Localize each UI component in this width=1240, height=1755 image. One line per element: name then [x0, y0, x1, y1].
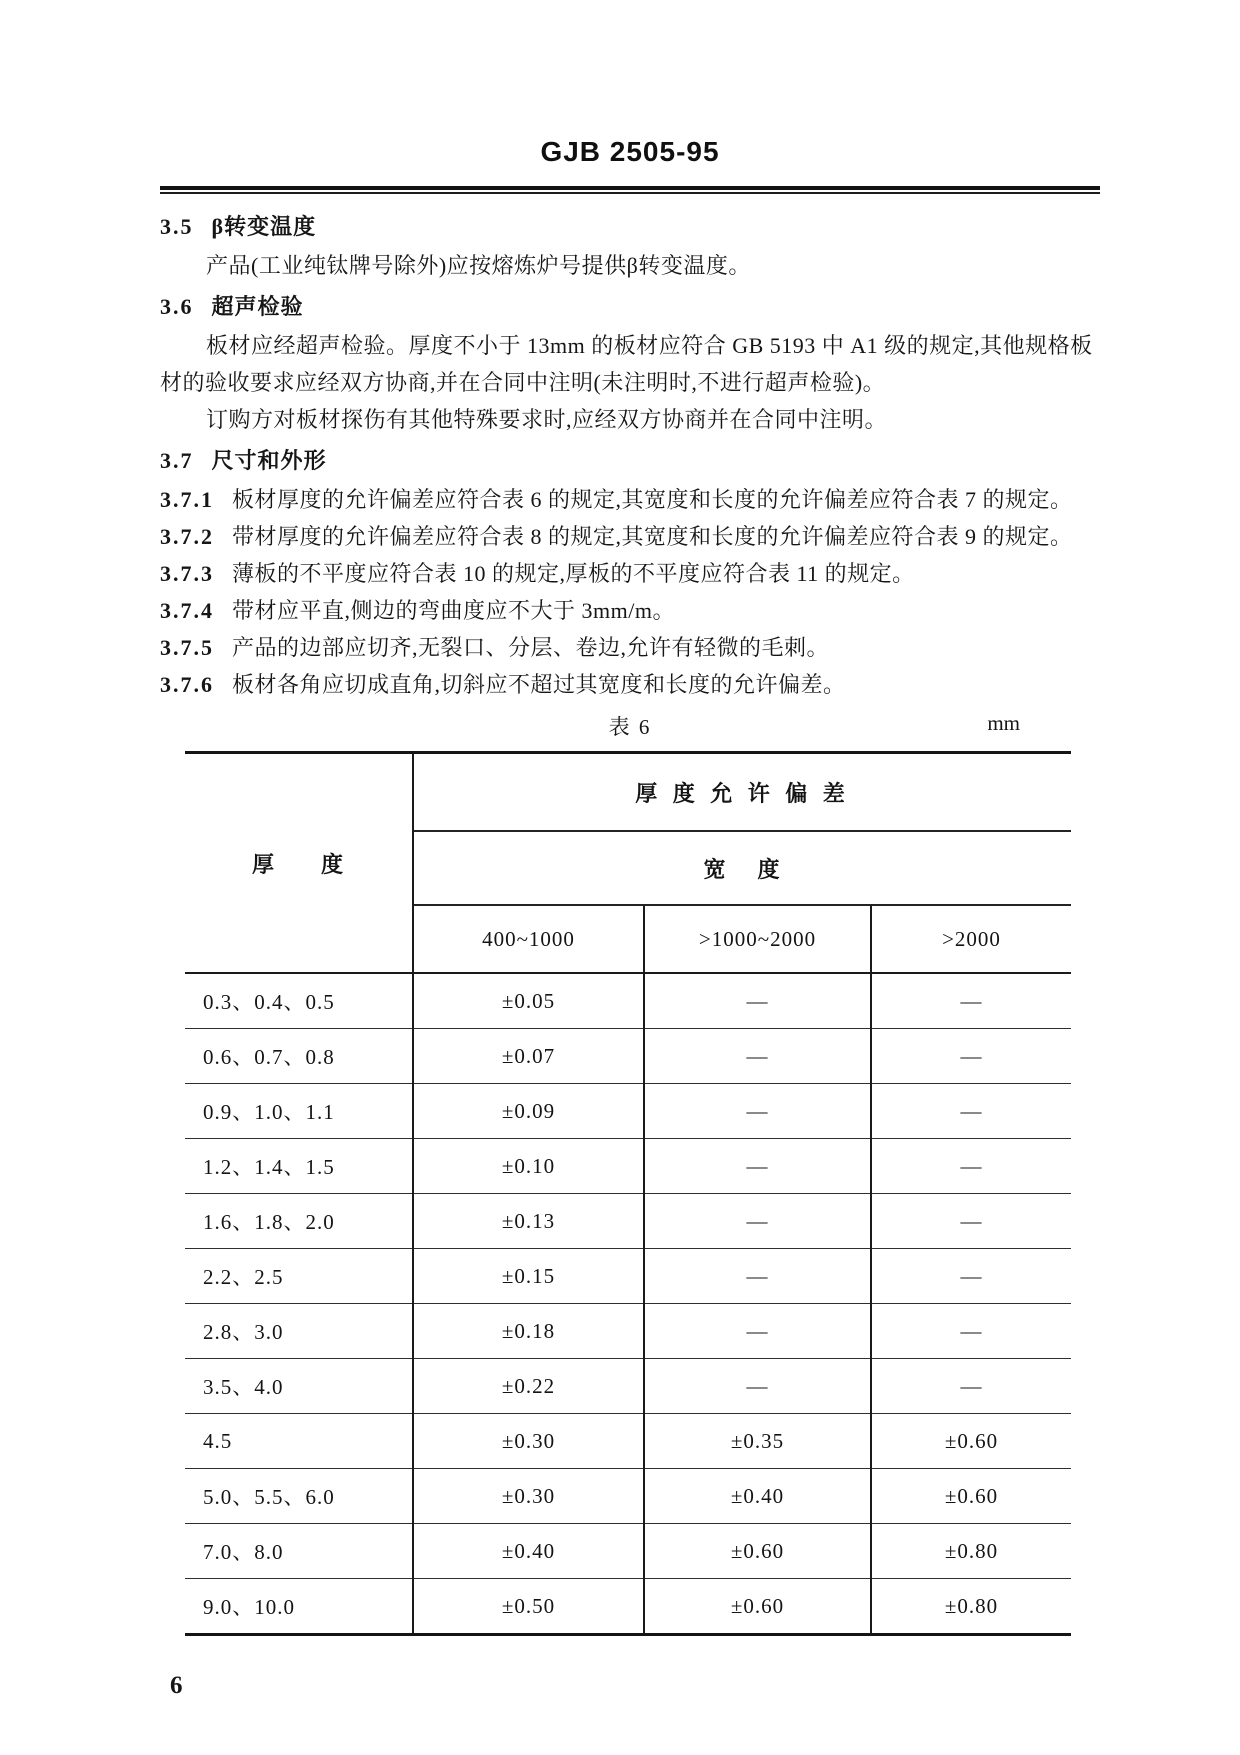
- deviation-cell: ±0.35: [644, 1414, 871, 1469]
- deviation-cell: ±0.80: [871, 1524, 1071, 1579]
- item-number: 3.7.4: [160, 598, 214, 623]
- heading-3-5: [160, 208, 1100, 245]
- item-text: 产品的边部应切齐,无裂口、分层、卷边,允许有轻微的毛刺。: [232, 635, 830, 660]
- deviation-cell: ±0.60: [644, 1524, 871, 1579]
- deviation-cell: —: [644, 1359, 871, 1414]
- item-3-7-2: [160, 518, 1100, 555]
- table-row: [185, 1469, 1071, 1524]
- deviation-cell: ±0.30: [413, 1469, 644, 1524]
- table-row: [185, 1414, 1071, 1469]
- thickness-cell: 9.0、10.0: [185, 1579, 413, 1635]
- width-range-cell: >2000: [871, 905, 1071, 973]
- table-row: [185, 973, 1071, 1029]
- table-row: [185, 1084, 1071, 1139]
- deviation-cell: —: [871, 1084, 1071, 1139]
- table-header-row-1: [185, 753, 1071, 832]
- item-text: 薄板的不平度应符合表 10 的规定,厚板的不平度应符合表 11 的规定。: [232, 561, 915, 586]
- section-number: 3.5: [160, 214, 194, 239]
- deviation-header-cell: 厚 度 允 许 偏 差: [413, 753, 1071, 832]
- table-row: [185, 1029, 1071, 1084]
- item-number: 3.7.2: [160, 524, 214, 549]
- deviation-cell: —: [644, 1029, 871, 1084]
- table-row: [185, 1524, 1071, 1579]
- deviation-cell: ±0.15: [413, 1249, 644, 1304]
- table-6: [185, 751, 1071, 1636]
- page-number: 6: [170, 1672, 184, 1699]
- deviation-cell: ±0.18: [413, 1304, 644, 1359]
- thickness-cell: 2.8、3.0: [185, 1304, 413, 1359]
- deviation-cell: ±0.09: [413, 1084, 644, 1139]
- item-number: 3.7.6: [160, 672, 214, 697]
- header-rule: [160, 186, 1100, 194]
- table-caption: 表 6: [608, 715, 652, 739]
- table-row: [185, 1359, 1071, 1414]
- section-title: β转变温度: [211, 214, 317, 239]
- thickness-cell: 5.0、5.5、6.0: [185, 1469, 413, 1524]
- doc-number: GJB 2505-95: [540, 136, 720, 167]
- deviation-cell: —: [871, 1029, 1071, 1084]
- deviation-cell: —: [871, 1139, 1071, 1194]
- deviation-cell: ±0.50: [413, 1579, 644, 1635]
- deviation-cell: ±0.80: [944, 1593, 999, 1618]
- deviation-cell: —: [871, 1359, 1071, 1414]
- paragraph: 产品(工业纯钛牌号除外)应按熔炼炉号提供β转变温度。: [206, 253, 751, 278]
- item-3-7-4: [160, 592, 1100, 629]
- deviation-cell: ±0.60: [871, 1469, 1071, 1524]
- section-title: 尺寸和外形: [211, 448, 327, 473]
- item-3-7-5: [160, 629, 1100, 666]
- paragraph: 板材应经超声检验。厚度不小于 13mm 的板材应符合 GB 5193 中 A1 级的规定,其他规格板材的验收要求应经双方协商,并在合同中注明(未注明时,不进行超声检验)。: [160, 333, 1093, 395]
- deviation-cell: —: [644, 1304, 871, 1359]
- deviation-cell: —: [871, 973, 1071, 1029]
- item-3-7-3: [160, 555, 1100, 592]
- deviation-cell: —: [644, 1249, 871, 1304]
- body-text: [160, 208, 1100, 703]
- section-title: 超声检验: [211, 294, 304, 319]
- item-text: 板材厚度的允许偏差应符合表 6 的规定,其宽度和长度的允许偏差应符合表 7 的规定。: [232, 487, 1073, 512]
- table-row: [185, 1579, 1071, 1635]
- table-caption-row: [160, 711, 1100, 745]
- item-number: 3.7.3: [160, 561, 214, 586]
- item-3-7-6: [160, 666, 1100, 703]
- section-number: 3.6: [160, 294, 194, 319]
- table-row: [185, 1249, 1071, 1304]
- table-row: [185, 1304, 1071, 1359]
- item-text: 带材厚度的允许偏差应符合表 8 的规定,其宽度和长度的允许偏差应符合表 9 的规定。: [232, 524, 1073, 549]
- thickness-cell: 3.5、4.0: [185, 1359, 413, 1414]
- heading-3-6: [160, 288, 1100, 325]
- thickness-cell: 1.6、1.8、2.0: [185, 1194, 413, 1249]
- deviation-cell: ±0.05: [413, 973, 644, 1029]
- deviation-cell: ±0.10: [413, 1139, 644, 1194]
- thickness-cell: 0.3、0.4、0.5: [185, 973, 413, 1029]
- heading-3-7: [160, 442, 1100, 479]
- deviation-cell: ±0.22: [413, 1359, 644, 1414]
- thickness-cell: 0.9、1.0、1.1: [185, 1084, 413, 1139]
- deviation-cell: —: [644, 1139, 871, 1194]
- deviation-cell: ±0.13: [413, 1194, 644, 1249]
- deviation-cell: —: [644, 973, 871, 1029]
- width-range-cell: 400~1000: [413, 905, 644, 973]
- thickness-cell: 7.0、8.0: [185, 1524, 413, 1579]
- deviation-cell: ±0.60: [644, 1579, 871, 1635]
- item-3-7-1: [160, 481, 1100, 518]
- deviation-cell: —: [871, 1194, 1071, 1249]
- item-number: 3.7.1: [160, 487, 214, 512]
- thickness-header-cell: 厚 度: [185, 753, 413, 974]
- item-number: 3.7.5: [160, 635, 214, 660]
- deviation-cell: —: [644, 1084, 871, 1139]
- thickness-cell: 0.6、0.7、0.8: [185, 1029, 413, 1084]
- deviation-cell: —: [871, 1249, 1071, 1304]
- item-text: 带材应平直,侧边的弯曲度应不大于 3mm/m。: [232, 598, 675, 623]
- deviation-cell: —: [644, 1194, 871, 1249]
- thickness-cell: 1.2、1.4、1.5: [185, 1139, 413, 1194]
- thickness-cell: 2.2、2.5: [185, 1249, 413, 1304]
- width-range-cell: >1000~2000: [644, 905, 871, 973]
- deviation-cell: ±0.30: [413, 1414, 644, 1469]
- deviation-cell: ±0.60: [871, 1414, 1071, 1469]
- deviation-cell: —: [871, 1304, 1071, 1359]
- deviation-cell: ±0.40: [413, 1524, 644, 1579]
- unit-label: mm: [987, 711, 1020, 735]
- table-row: [185, 1139, 1071, 1194]
- thickness-cell: 4.5: [185, 1414, 413, 1469]
- item-text: 板材各角应切成直角,切斜应不超过其宽度和长度的允许偏差。: [232, 672, 846, 697]
- table-row: [185, 1194, 1071, 1249]
- section-number: 3.7: [160, 448, 194, 473]
- width-header-cell: 宽 度: [413, 831, 1071, 905]
- deviation-cell: ±0.07: [413, 1029, 644, 1084]
- deviation-cell: ±0.40: [644, 1469, 871, 1524]
- paragraph: 订购方对板材探伤有其他特殊要求时,应经双方协商并在合同中注明。: [206, 407, 888, 432]
